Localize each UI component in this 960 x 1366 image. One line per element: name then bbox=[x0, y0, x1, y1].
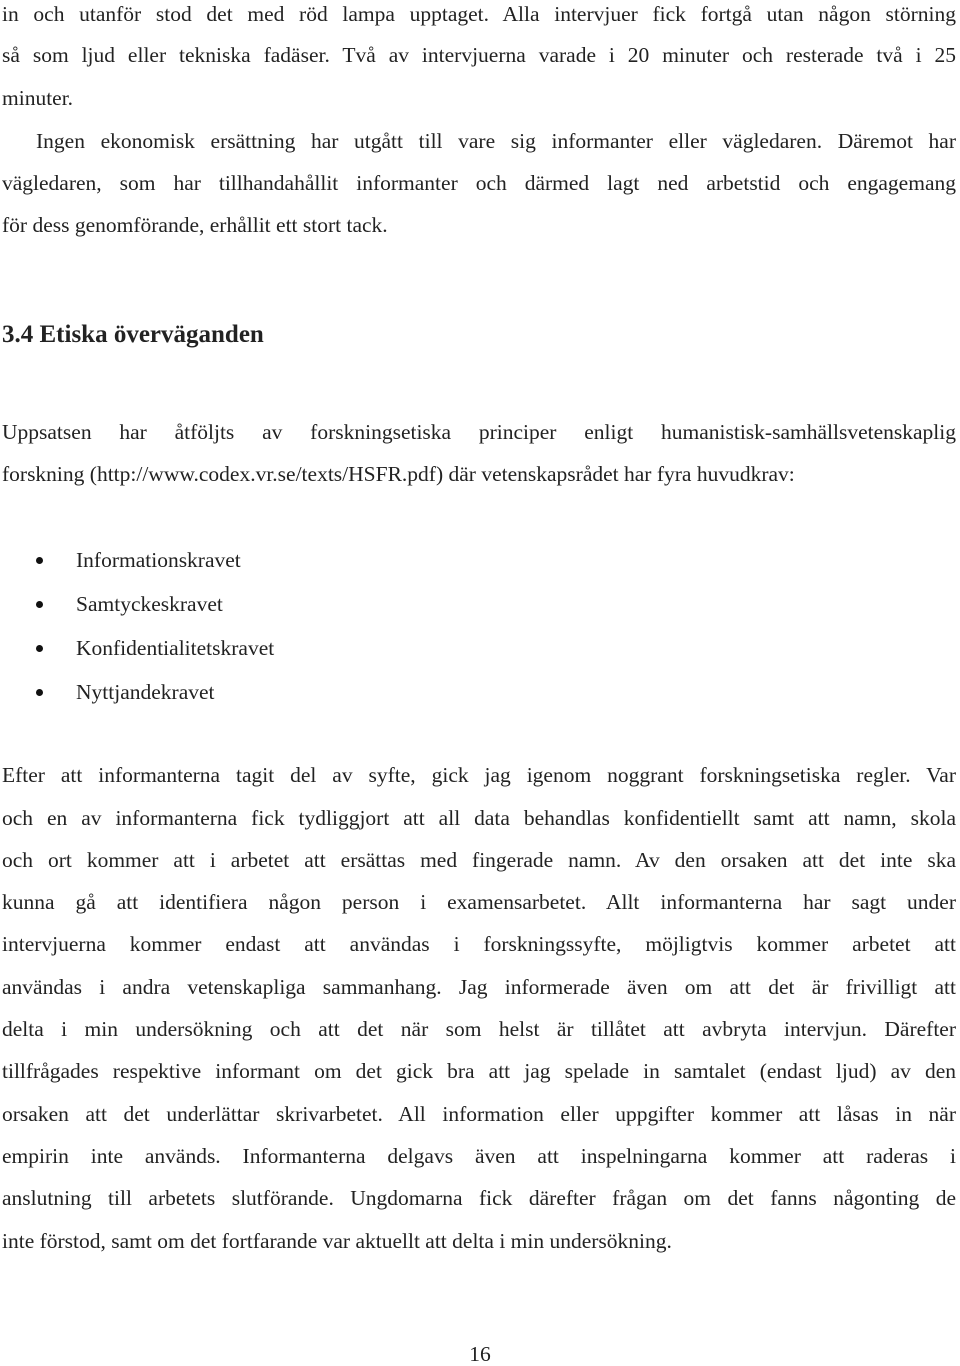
bullet-icon bbox=[36, 557, 43, 564]
text-line: delta i min undersökning och att det när som helst är tillåtet att avbryta intervjun. Därefter bbox=[2, 1017, 956, 1041]
text-line: minuter. bbox=[2, 86, 74, 110]
text-line: inte förstod, samt om det fortfarande var aktuellt att delta i min undersökning. bbox=[2, 1229, 672, 1253]
list-item-label: Informationskravet bbox=[76, 548, 241, 572]
text-line: och ort kommer att i arbetet att ersättas med fingerade namn. Av den orsaken att det inte ska bbox=[2, 848, 956, 872]
bullet-icon bbox=[36, 645, 43, 652]
text-line: och en av informanterna fick tydliggjort att all data behandlas konfidentiellt samt att namn, skola bbox=[2, 806, 956, 830]
page-number: 16 bbox=[469, 1342, 491, 1366]
text-line: anslutning till arbetets slutförande. Ungdomarna fick därefter frågan om det fanns någonting de bbox=[2, 1186, 956, 1210]
text-line: forskning (http://www.codex.vr.se/texts/HSFR.pdf) där vetenskapsrådet har fyra huvudkrav: bbox=[2, 462, 795, 486]
text-line: orsaken att det underlättar skrivarbetet. All information eller uppgifter kommer att låsas in när bbox=[2, 1102, 956, 1126]
text-line: användas i andra vetenskapliga sammanhang. Jag informerade även om att det är frivilligt att bbox=[2, 975, 956, 999]
text-line: tillfrågades respektive informant om det gick bra att jag spelade in samtalet (endast ljud) av den bbox=[2, 1059, 956, 1083]
list-item-label: Samtyckeskravet bbox=[76, 592, 223, 616]
text-line: Uppsatsen har åtföljts av forskningsetiska principer enligt humanistisk-samhällsvetenskaplig bbox=[2, 420, 956, 444]
bullet-icon bbox=[36, 689, 43, 696]
text-line: Ingen ekonomisk ersättning har utgått till vare sig informanter eller vägledaren. Däremot har bbox=[36, 129, 956, 153]
text-line: intervjuerna kommer endast att användas i forskningssyfte, möjligtvis kommer arbetet att bbox=[2, 932, 956, 956]
section-heading: 3.4 Etiska överväganden bbox=[2, 321, 264, 348]
text-line: Efter att informanterna tagit del av syfte, gick jag igenom noggrant forskningsetiska regler. Var bbox=[2, 763, 956, 787]
text-line: vägledaren, som har tillhandahållit informanter och därmed lagt ned arbetstid och engagemang bbox=[2, 171, 956, 195]
text-line: empirin inte används. Informanterna delgavs även att inspelningarna kommer att raderas i bbox=[2, 1144, 956, 1168]
bullet-icon bbox=[36, 601, 43, 608]
list-item-label: Nyttjandekravet bbox=[76, 680, 215, 704]
list-item-label: Konfidentialitetskravet bbox=[76, 636, 275, 660]
text-line: för dess genomförande, erhållit ett stort tack. bbox=[2, 213, 388, 237]
text-line: så som ljud eller tekniska fadäser. Två av intervjuerna varade i 20 minuter och resterade två i 25 bbox=[2, 43, 956, 67]
text-line: in och utanför stod det med röd lampa upptaget. Alla intervjuer fick fortgå utan någon störning bbox=[2, 2, 956, 26]
text-line: kunna gå att identifiera någon person i examensarbetet. Allt informanterna har sagt under bbox=[2, 890, 956, 914]
